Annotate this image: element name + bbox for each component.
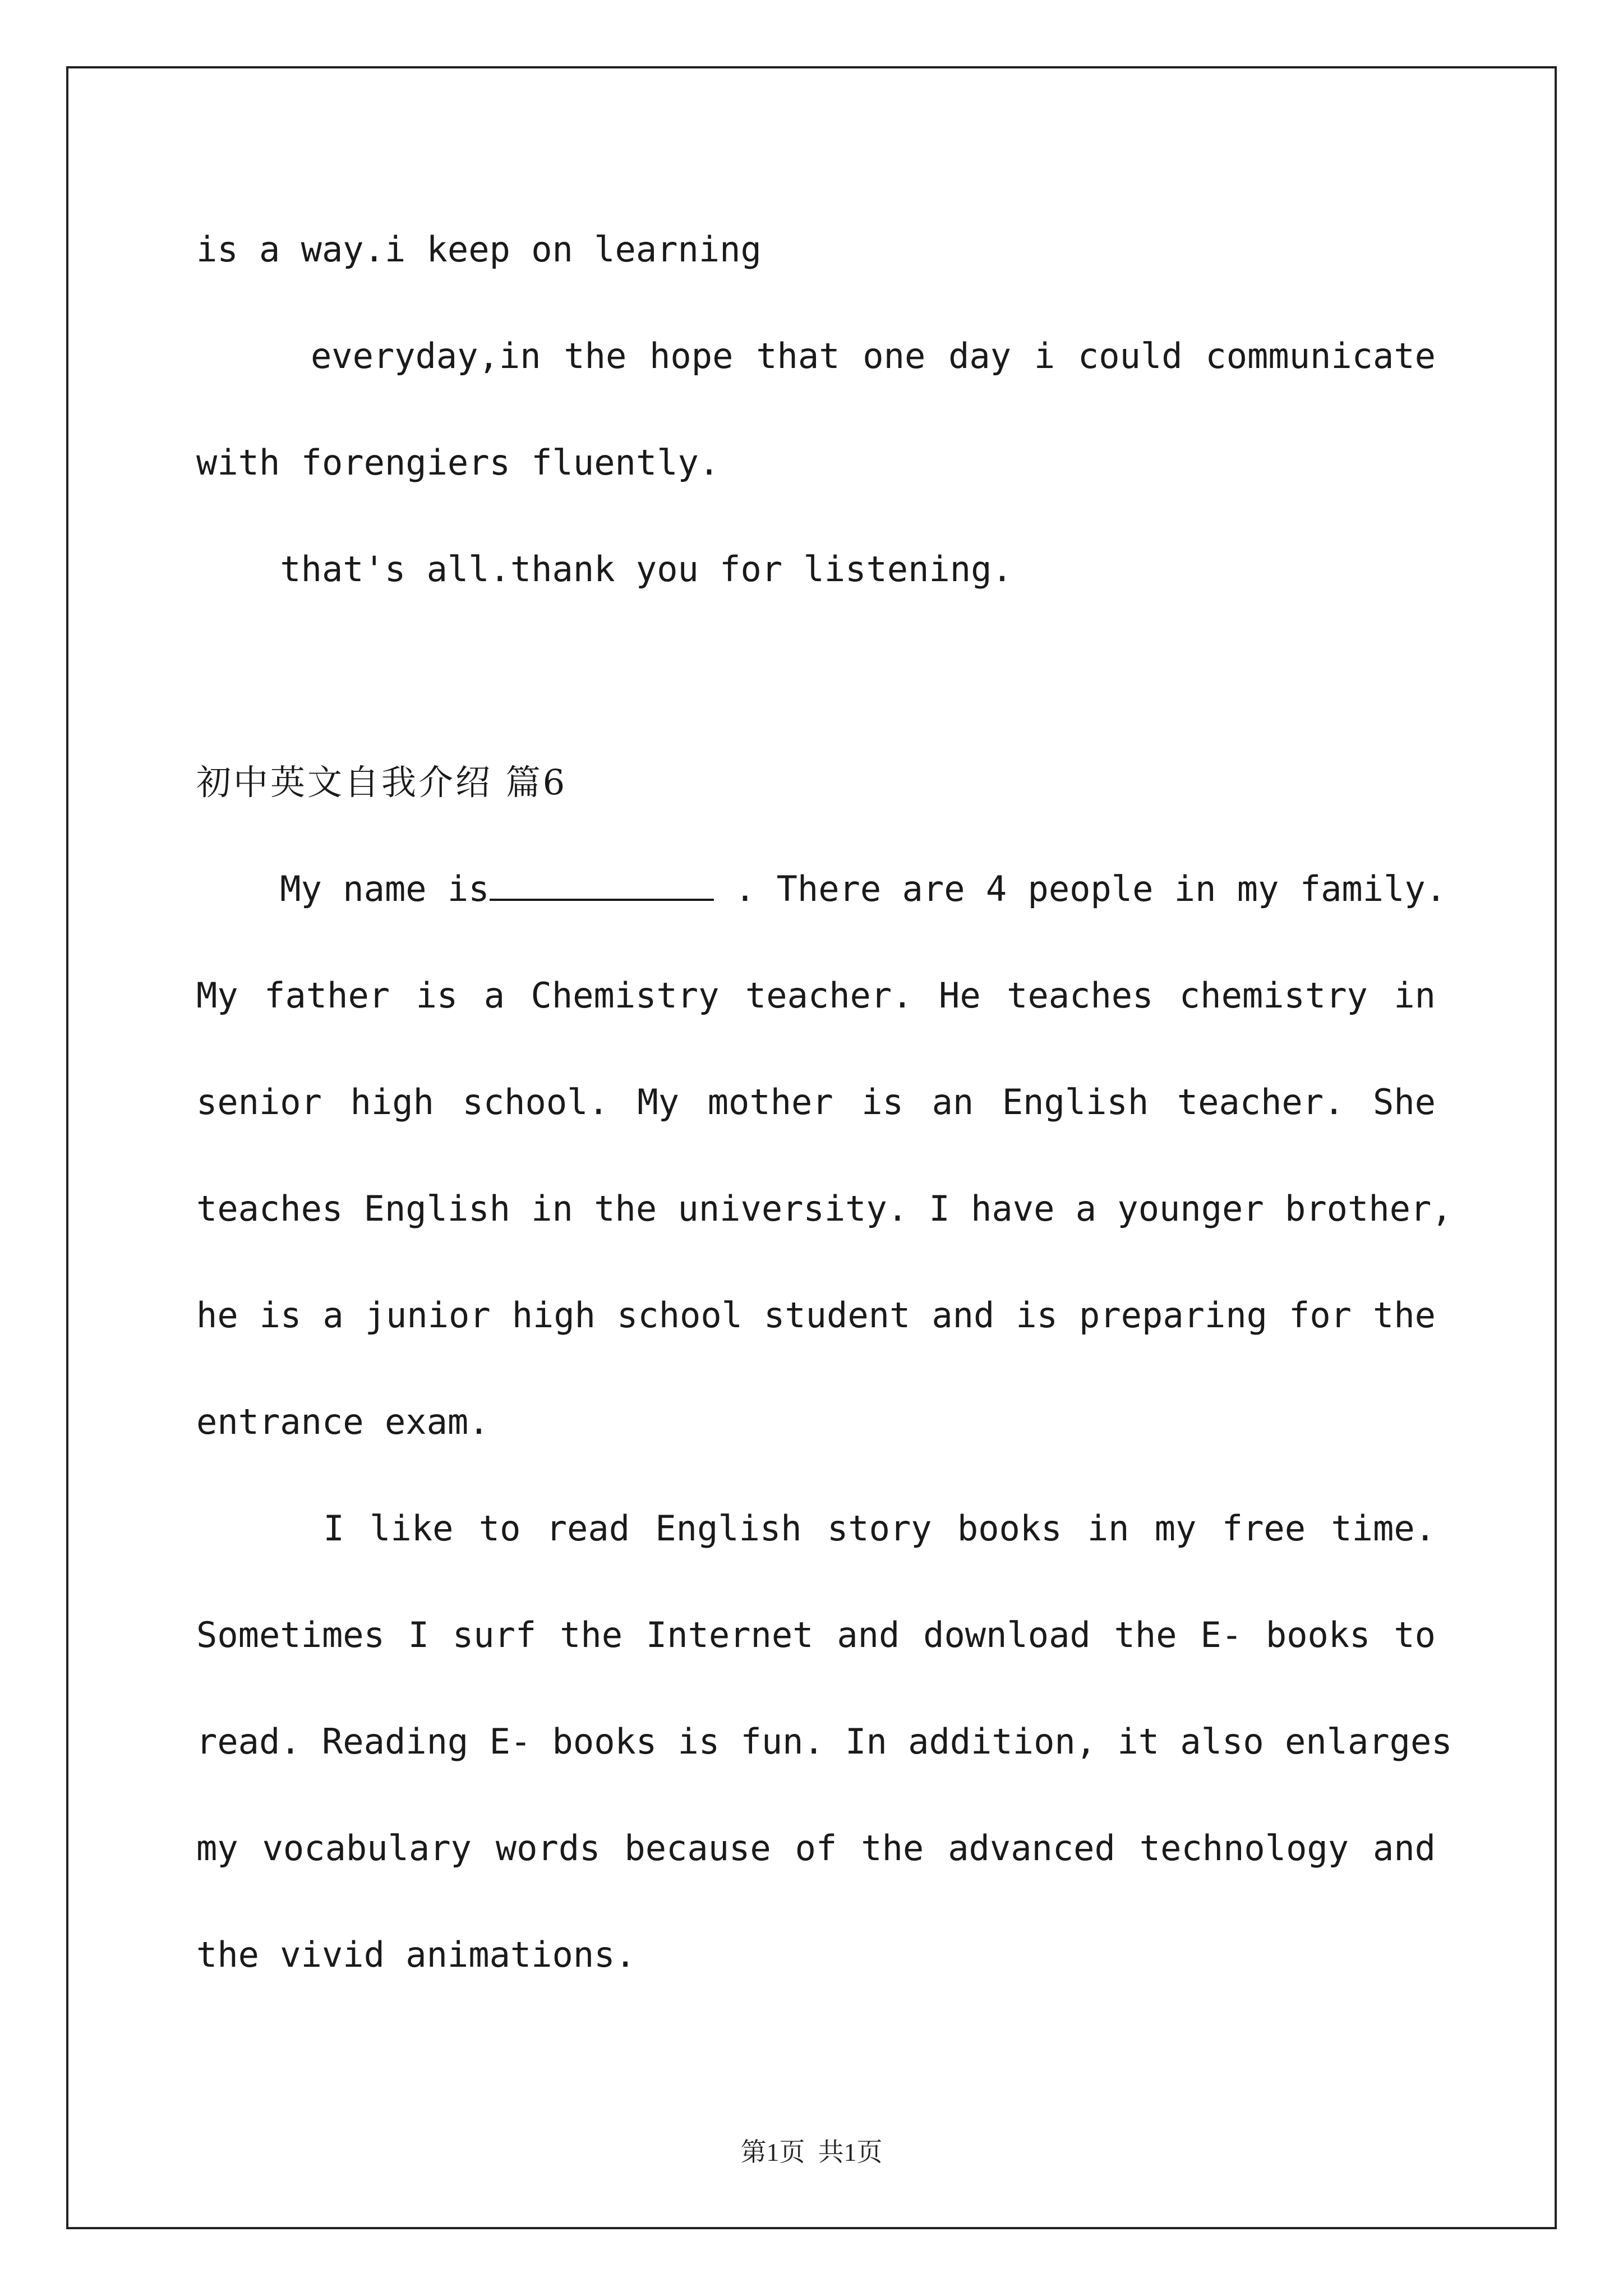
text-line: read. Reading E- books is fun. In addition, it also enlarges	[196, 1721, 1453, 1762]
family-sentence: . There are 4 people in my family.	[713, 868, 1447, 909]
text-line: I like to read English story books in my free time.	[196, 1508, 1436, 1549]
page-footer: 第1页 共1页	[740, 2138, 883, 2166]
name-blank	[490, 871, 714, 901]
text-line: Sometimes I surf the Internet and download the E- books to	[196, 1614, 1436, 1655]
name-prefix: My name is	[196, 868, 490, 909]
spacer	[196, 623, 1436, 729]
text-line: is a way.i keep on learning	[196, 229, 762, 270]
text-line: senior high school. My mother is an English teacher. She	[196, 1082, 1436, 1122]
text-line: teaches English in the university. I have a younger brother,	[196, 1188, 1453, 1229]
section-heading: 初中英文自我介绍 篇6	[196, 762, 568, 803]
text-line: everyday,in the hope that one day i could communicate	[196, 335, 1436, 376]
text-line: entrance exam.	[196, 1401, 490, 1442]
text-line: he is a junior high school student and is preparing for the	[196, 1295, 1436, 1336]
text-line: My father is a Chemistry teacher. He teaches chemistry in	[196, 975, 1436, 1016]
document-body	[196, 196, 1453, 2008]
text-line: my vocabulary words because of the advanced technology and	[196, 1828, 1436, 1869]
text-line: that's all.thank you for listening.	[196, 549, 1013, 590]
text-line: with forengiers fluently.	[196, 442, 720, 483]
text-line: the vivid animations.	[196, 1934, 636, 1975]
text-line	[196, 836, 1447, 942]
